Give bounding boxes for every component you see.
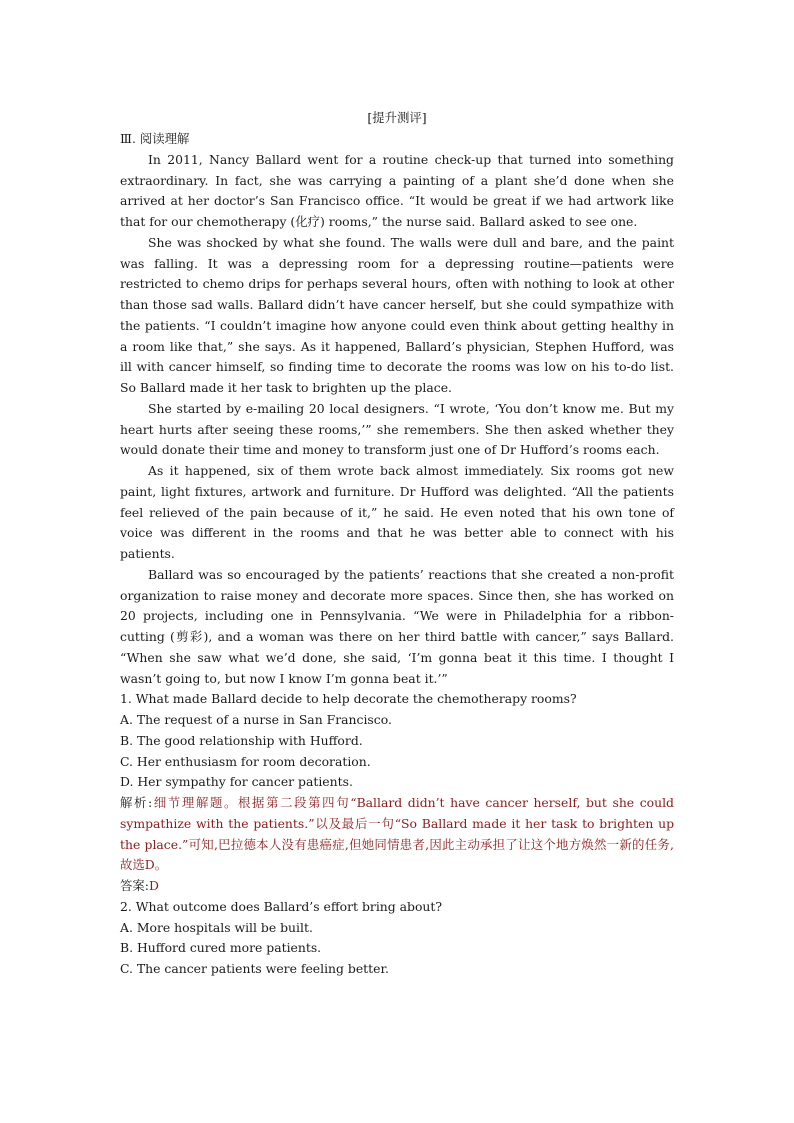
q1-answer <box>120 876 674 897</box>
q1-option-d: D. Her sympathy for cancer patients. <box>120 774 353 790</box>
analysis-text: 细节理解题。根据第二段第四句“Ballard didn’t have cancer herself, but she could sympathize with the patients.”以及最后一句“So Ballard made it her task to brighten up the place.”可知,巴拉德本人没有患癌症,但她同情患者,因此主动承担了让这个地方焕然一新的任务,故选D。 <box>120 795 674 873</box>
passage-paragraph-4: As it happened, six of them wrote back almost immediately. Six rooms got new paint, light fixtures, artwork and furniture. Dr Hufford was delighted. “All the patients feel relieved of the pain because of it,” he said. He even noted that his own tone of voice was different in the rooms and that he was better able to connect with his patients. <box>120 463 674 562</box>
analysis-label: 解析: <box>120 795 153 811</box>
q1-option-c: C. Her enthusiasm for room decoration. <box>120 753 371 769</box>
q2-option-c: C. The cancer patients were feeling better. <box>120 961 389 977</box>
q1-analysis <box>120 793 674 876</box>
document-page <box>120 96 674 980</box>
section-title: Ⅲ. 阅读理解 <box>120 131 190 147</box>
passage-paragraph-3: She started by e-mailing 20 local designers. “I wrote, ‘You don’t know me. But my heart hurts after seeing these rooms,’” she remembers. She then asked whether they would donate their time and money to transform just one of Dr Hufford’s rooms each. <box>120 400 674 458</box>
q2-option-b: B. Hufford cured more patients. <box>120 940 322 956</box>
q1-option-a: A. The request of a nurse in San Francisco. <box>120 712 392 728</box>
passage-paragraph-2: She was shocked by what she found. The walls were dull and bare, and the paint was falling. It was a depressing room for a depressing routine—patients were restricted to chemo drips for perhaps several hours, often with nothing to look at other than those sad walls. Ballard didn’t have cancer herself, but she could sympathize with the patients. “I couldn’t imagine how anyone could even think about getting healthy in a room like that,” she says. As it happened, Ballard’s physician, Stephen Hufford, was ill with cancer himself, so finding time to decorate the rooms was low on his to-do list. So Ballard made it her task to brighten up the place. <box>120 234 674 396</box>
passage-paragraph-1: In 2011, Nancy Ballard went for a routine check-up that turned into something extraordinary. In fact, she was carrying a painting of a plant she’d done when she arrived at her doctor’s San Francisco office. “It would be great if we had artwork like that for our chemotherapy (化疗) rooms,” the nurse said. Ballard asked to see one. <box>120 151 674 230</box>
answer-label: 答案: <box>120 878 149 894</box>
passage-paragraph-5: Ballard was so encouraged by the patients’ reactions that she created a non-profit organization to raise money and decorate more spaces. Since then, she has worked on 20 projects, including one in Pennsylvania. “We were in Philadelphia for a ribbon-cutting (剪彩), and a woman was there on her third battle with cancer,” says Ballard. “When she saw what we’d done, she said, ‘I’m gonna beat it this time. I thought I wasn’t going to, but now I know I’m gonna beat it.’” <box>120 566 674 686</box>
q2-option-a: A. More hospitals will be built. <box>120 919 313 935</box>
answer-value: D <box>148 878 159 894</box>
page-header: [提升测评] <box>367 110 427 126</box>
question-1: 1. What made Ballard decide to help decorate the chemotherapy rooms? <box>120 691 577 707</box>
q1-option-b: B. The good relationship with Hufford. <box>120 732 363 748</box>
question-2: 2. What outcome does Ballard’s effort bring about? <box>120 898 443 914</box>
